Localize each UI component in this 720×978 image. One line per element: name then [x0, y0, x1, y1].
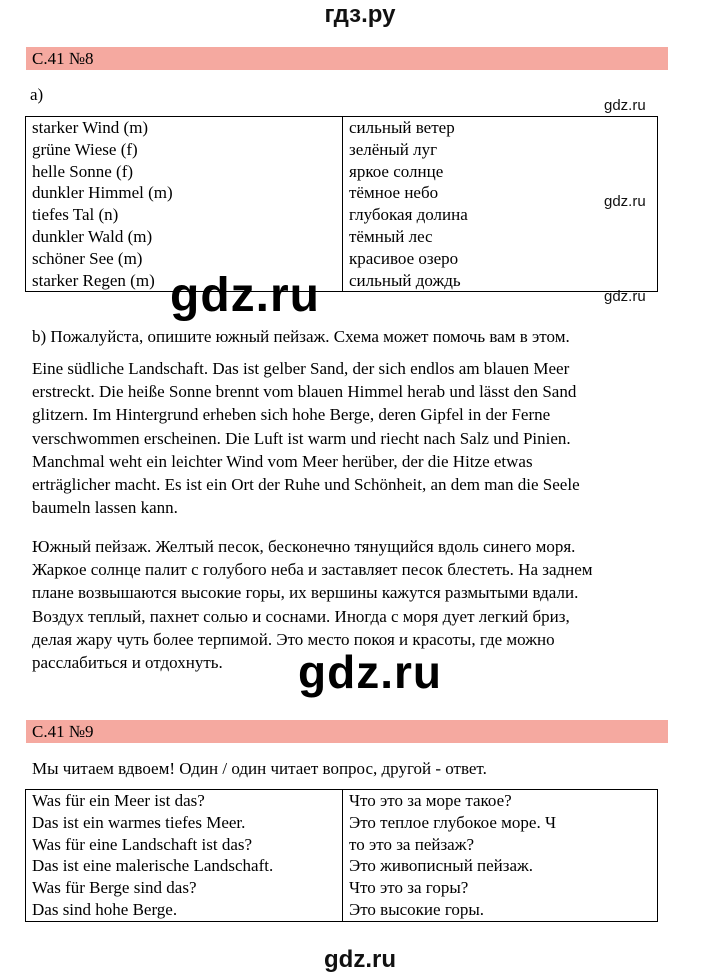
- german-text-line: glitzern. Im Hintergrund erheben sich hohe Berge, deren Gipfel in der Ferne: [32, 405, 551, 425]
- vocab-ru: сильный дождь: [349, 270, 461, 290]
- dialogue-de: Was für ein Meer ist das?: [32, 791, 205, 810]
- russian-text-line: делая жару чуть более терпимой. Это место покоя и красоты, где можно: [32, 629, 555, 649]
- german-text-line: verschwommen erscheinen. Die Luft ist warm und riecht nach Salz und Pinien.: [32, 428, 571, 448]
- german-text-line: Manchmal weht ein leichter Wind vom Meer herüber, der die Hitze etwas: [32, 451, 533, 471]
- russian-text-line: плане возвышаются высокие горы, их вершины кажутся размытыми вдали.: [32, 583, 579, 603]
- site-footer[interactable]: gdz.ru: [324, 946, 396, 973]
- vocab-de: tiefes Tal (n): [32, 205, 119, 225]
- watermark-big: gdz.ru: [298, 646, 442, 698]
- vocab-de: dunkler Himmel (m): [32, 183, 173, 203]
- watermark-small: gdz.ru: [604, 288, 646, 305]
- dialogue-ru: Что это за море такое?: [349, 791, 512, 810]
- russian-text-line: Воздух теплый, пахнет солью и соснами. Иногда с моря дует легкий бриз,: [32, 606, 570, 626]
- dialogue-de: Was für eine Landschaft ist das?: [32, 834, 253, 854]
- vocab-ru: сильный ветер: [349, 118, 455, 137]
- section-9-title: С.41 №9: [26, 720, 668, 743]
- russian-text-line: Жаркое солнце палит с голубого неба и заставляет песок блестеть. На заднем: [32, 560, 593, 580]
- vocab-ru: яркое солнце: [349, 161, 444, 181]
- vocab-ru: тёмный лес: [349, 226, 433, 246]
- vocab-de: starker Wind (m): [32, 118, 149, 137]
- vocab-ru: зелёный луг: [349, 139, 438, 159]
- vocab-ru: глубокая долина: [349, 205, 468, 225]
- vocab-ru: тёмное небо: [349, 183, 439, 203]
- german-text-line: erträglicher macht. Es ist ein Ort der Ruhe und Schönheit, an dem man die Seele: [32, 475, 580, 495]
- vocab-de: starker Regen (m): [32, 270, 155, 290]
- dialogue-ru: Это теплое глубокое море. Ч: [349, 812, 557, 832]
- dialogue-german-column: [26, 790, 343, 922]
- watermark-small: gdz.ru: [604, 193, 646, 210]
- watermark-small: gdz.ru: [604, 97, 646, 114]
- dialogue-ru: Это живописный пейзаж.: [349, 856, 534, 876]
- vocab-ru: красивое озеро: [349, 248, 459, 268]
- dialogue-ru: Это высокие горы.: [349, 899, 485, 919]
- dialogue-ru: Что это за горы?: [349, 878, 469, 898]
- dialogue-de: Was für Berge sind das?: [32, 878, 197, 898]
- vocab-de: schöner See (m): [32, 248, 143, 268]
- vocab-german-column: [26, 117, 343, 292]
- russian-text-line: расслабиться и отдохнуть.: [32, 653, 223, 673]
- russian-text-line: Южный пейзаж. Желтый песок, бесконечно тянущийся вдоль синего моря.: [32, 537, 576, 556]
- part-b-task: b) Пожалуйста, опишите южный пейзаж. Схема может помочь вам в этом.: [32, 327, 570, 346]
- german-text-line: baumeln lassen kann.: [32, 498, 178, 518]
- section-9-task: Мы читаем вдвоем! Один / один читает вопрос, другой - ответ.: [32, 759, 487, 778]
- section-8-title: С.41 №8: [26, 47, 668, 70]
- german-text-line: erstreckt. Die heiße Sonne brennt vom blauen Himmel herab und lässt den Sand: [32, 382, 577, 402]
- part-a-label: a): [30, 85, 44, 104]
- vocab-de: helle Sonne (f): [32, 161, 134, 181]
- dialogue-ru: то это за пейзаж?: [349, 834, 475, 854]
- vocab-de: dunkler Wald (m): [32, 226, 153, 246]
- vocab-table-8: [25, 116, 658, 292]
- dialogue-de: Das ist ein warmes tiefes Meer.: [32, 812, 246, 832]
- german-text: [32, 357, 672, 519]
- dialogue-table-9: [25, 789, 658, 922]
- dialogue-de: Das sind hohe Berge.: [32, 899, 178, 919]
- vocab-russian-column: [343, 117, 658, 292]
- site-header[interactable]: гдз.ру: [324, 1, 396, 28]
- dialogue-de: Das ist eine malerische Landschaft.: [32, 856, 274, 876]
- dialogue-russian-column: [343, 790, 658, 922]
- vocab-de: grüne Wiese (f): [32, 139, 138, 159]
- watermark-big: gdz.ru: [170, 269, 320, 322]
- german-text-line: Eine südliche Landschaft. Das ist gelber Sand, der sich endlos am blauen Meer: [32, 359, 570, 378]
